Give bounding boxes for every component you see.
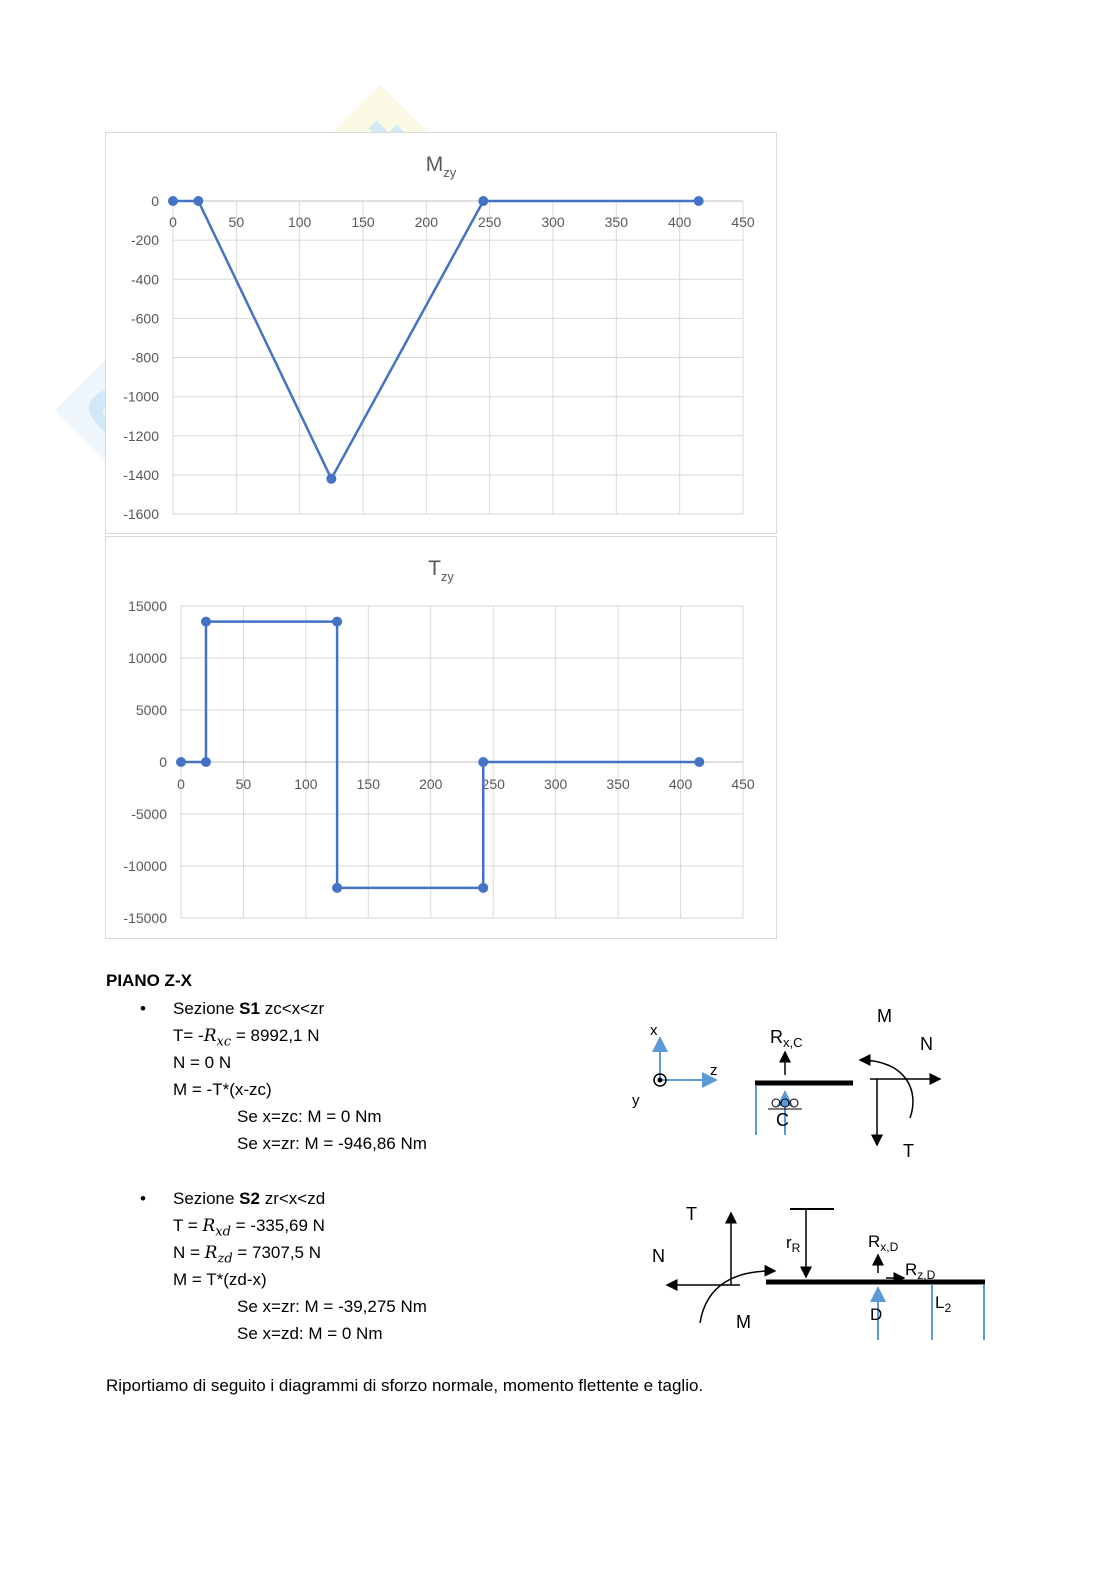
support-d-label: D (870, 1305, 883, 1324)
data-point (201, 617, 211, 627)
data-point (193, 196, 203, 206)
m-label: M (877, 1006, 892, 1026)
s2-line-5: Se x=zr: M = -39,275 Nm (237, 1297, 427, 1316)
x-tick-label: 50 (235, 776, 252, 792)
s1-line-6: Se x=zr: M = -946,86 Nm (237, 1134, 427, 1153)
y-tick-label: -800 (130, 349, 159, 366)
x-tick-label: 50 (228, 214, 245, 230)
n-label: N (652, 1246, 665, 1266)
x-tick-label: 250 (481, 776, 505, 792)
data-point (478, 196, 488, 206)
y-tick-label: 15000 (128, 598, 167, 614)
chart-tzy-title: $T_{zy}$ (428, 557, 454, 584)
x-tick-label: 0 (177, 776, 185, 792)
data-point (332, 617, 342, 627)
s1-line-5: Se x=zc: M = 0 Nm (237, 1107, 382, 1126)
y-tick-label: -400 (130, 271, 159, 288)
y-tick-label: -200 (130, 232, 159, 249)
data-point (168, 196, 178, 206)
chart-mzy-series (168, 196, 704, 484)
data-point (332, 883, 342, 893)
data-point (694, 196, 704, 206)
free-body-diagram-2 (640, 1195, 1000, 1345)
y-tick-label: -600 (130, 310, 159, 327)
y-tick-label: 0 (159, 754, 167, 770)
x-tick-label: 400 (667, 214, 692, 230)
axis-z-label: z (710, 1062, 718, 1079)
chart-mzy-title: $M_{zy}$ (425, 153, 457, 180)
s1-line-4: M = -T*(x-zc) (173, 1080, 272, 1099)
data-point (478, 757, 488, 767)
y-tick-label: 10000 (128, 650, 167, 666)
y-tick-label: -1200 (123, 427, 159, 444)
s2-line-3: $N = R_{zd} = 7307,5$ N (173, 1243, 322, 1267)
s1-line-3: N = 0 N (173, 1053, 232, 1072)
rxd-label: $R_{x,D}$ (868, 1232, 899, 1254)
data-point (176, 757, 186, 767)
y-tick-label: -5000 (131, 806, 167, 822)
support-c-label: C (776, 1110, 789, 1130)
x-tick-label: 400 (668, 776, 693, 792)
section-title: PIANO Z-X (106, 971, 192, 990)
x-tick-label: 150 (351, 214, 375, 230)
y-tick-label: -10000 (123, 858, 167, 874)
x-tick-label: 350 (606, 776, 630, 792)
axis-y-label: y (632, 1092, 640, 1109)
n-label: N (920, 1034, 933, 1054)
footer-text: Riportiamo di seguito i diagrammi di sforzo normale, momento flettente e taglio. (106, 1376, 704, 1395)
s2-line-1: Sezione S2 zr<x<zd (173, 1189, 326, 1208)
l2-label: $L_2$ (935, 1293, 952, 1315)
x-tick-label: 200 (419, 776, 443, 792)
x-tick-label: 0 (169, 214, 177, 230)
data-point (326, 474, 336, 484)
s1-bullet: • (140, 999, 146, 1018)
t-label: T (903, 1141, 914, 1161)
x-tick-label: 450 (731, 776, 755, 792)
y-tick-label: 0 (151, 193, 159, 209)
s1-line-2: $T= -R_{xc} = 8992,1$ N (173, 1026, 320, 1050)
chart-tzy-svg (106, 537, 776, 938)
y-tick-label: -1000 (123, 388, 159, 405)
x-tick-label: 100 (294, 776, 318, 792)
y-tick-label: -15000 (123, 910, 167, 926)
x-tick-label: 250 (477, 214, 502, 230)
data-point (478, 883, 488, 893)
t-label: T (686, 1204, 697, 1224)
x-tick-label: 300 (543, 776, 568, 792)
y-tick-label: -1400 (123, 466, 159, 483)
series-line (181, 622, 699, 888)
x-tick-label: 150 (356, 776, 381, 792)
data-point (201, 757, 211, 767)
rr-label: $r_R$ (786, 1233, 801, 1255)
s2-line-6: Se x=zd: M = 0 Nm (237, 1324, 383, 1343)
x-tick-label: 450 (731, 214, 755, 230)
series-line (173, 201, 699, 479)
s1-line-1: Sezione S1 zc<x<zr (173, 999, 325, 1018)
s2-line-2: $T = R_{xd} = -335,69$ N (173, 1216, 325, 1240)
axis-x-label: x (650, 1022, 658, 1039)
chart-mzy (105, 132, 777, 534)
rxc-label: $R_{x,C}$ (770, 1027, 803, 1050)
data-point (694, 757, 704, 767)
x-tick-label: 100 (287, 214, 312, 230)
free-body-diagram-1 (620, 1000, 960, 1165)
rzd-label: $R_{z,D}$ (905, 1260, 936, 1282)
x-tick-label: 200 (414, 214, 439, 230)
x-tick-label: 300 (541, 214, 565, 230)
m-arrow (860, 1060, 913, 1118)
x-tick-label: 350 (604, 214, 629, 230)
s2-line-4: M = T*(zd-x) (173, 1270, 267, 1289)
chart-mzy-svg (106, 133, 776, 533)
y-tick-label: 5000 (135, 702, 167, 718)
y-tick-label: -1600 (123, 506, 159, 522)
chart-tzy (105, 536, 777, 939)
m-label: M (736, 1312, 751, 1332)
s2-bullet: • (140, 1189, 146, 1208)
